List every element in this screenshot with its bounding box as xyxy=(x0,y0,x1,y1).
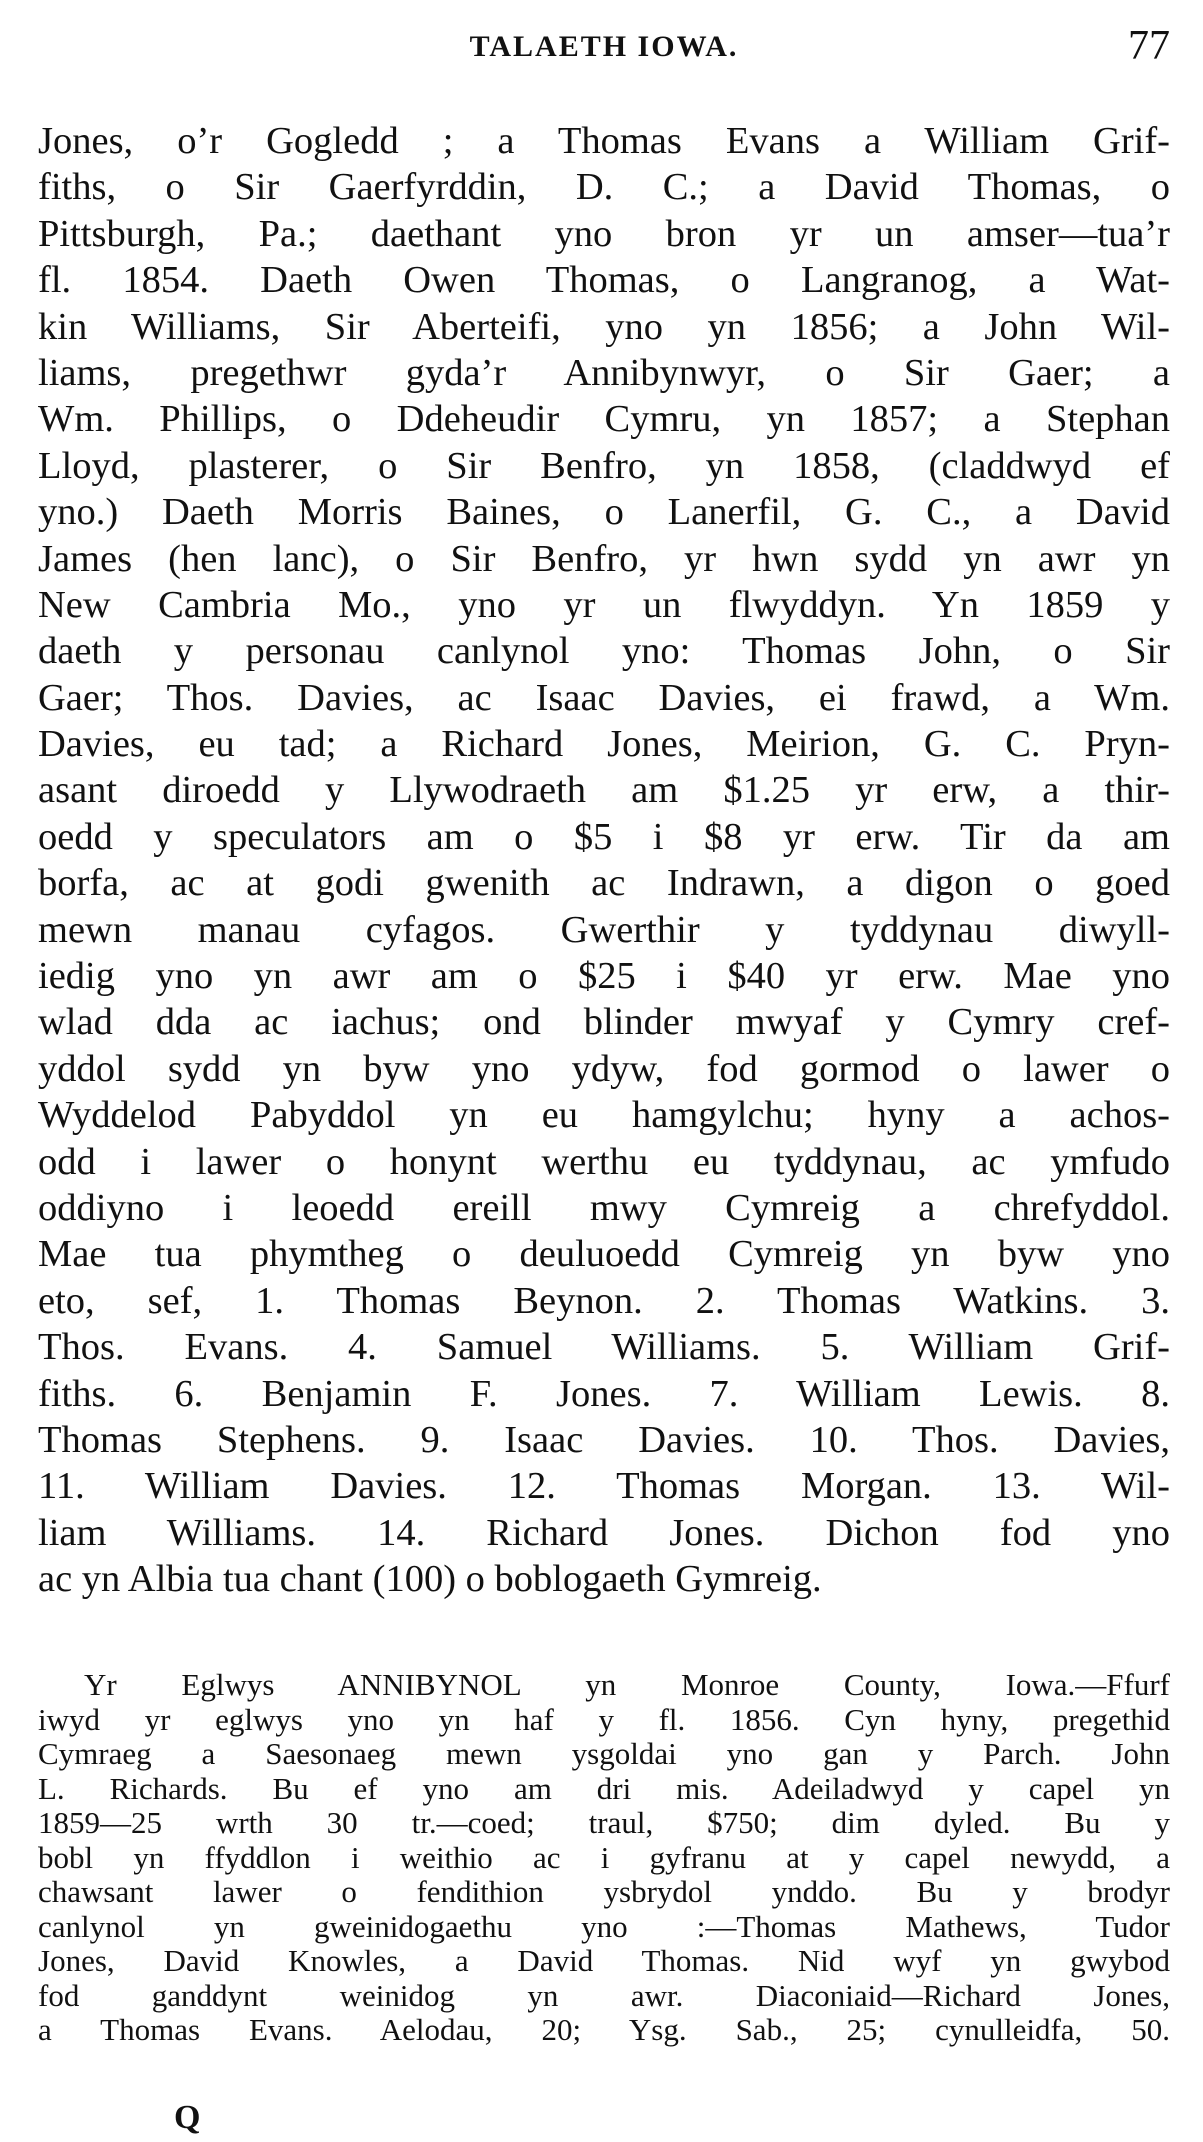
notice-line: fod ganddynt weinidog yn awr. Diaconiaid—Richard Jones, xyxy=(38,1977,1170,2013)
notice-line: a Thomas Evans. Aelodau, 20; Ysg. Sab., 25; cynulleidfa, 50. xyxy=(38,2012,1170,2047)
main-text-block xyxy=(38,118,1170,1603)
text-line: 11. William Davies. 12. Thomas Morgan. 13. Wil- xyxy=(38,1465,1170,1508)
text-line: daeth y personau canlynol yno: Thomas John, o Sir xyxy=(38,630,1170,673)
text-line: Wyddelod Pabyddol yn eu hamgylchu; hyny a achos- xyxy=(38,1094,1170,1137)
notice-line: Cymraeg a Saesonaeg mewn ysgoldai yno gan y Parch. John xyxy=(38,1736,1170,1771)
text-line: Gaer; Thos. Davies, ac Isaac Davies, ei frawd, a Wm. xyxy=(38,676,1170,719)
text-line: ac yn Albia tua chant (100) o boblogaeth Gymreig. xyxy=(38,1558,822,1601)
text-line: Lloyd, plasterer, o Sir Benfro, yn 1858, (claddwyd ef xyxy=(38,444,1170,487)
text-line: oedd y speculators am o $5 i $8 yr erw. Tir da am xyxy=(38,815,1170,858)
text-line: wlad dda ac iachus; ond blinder mwyaf y Cymry cref- xyxy=(38,1001,1170,1044)
notice-line: chawsant lawer o fendithion ysbrydol ynddo. Bu y brodyr xyxy=(38,1874,1170,1909)
text-line: Thos. Evans. 4. Samuel Williams. 5. William Grif- xyxy=(38,1326,1170,1369)
text-line: liam Williams. 14. Richard Jones. Dichon fod yno xyxy=(38,1511,1170,1554)
running-head xyxy=(38,14,1170,74)
page-number: 77 xyxy=(1128,23,1170,69)
text-line: asant diroedd y Llywodraeth am $1.25 yr erw, a thir- xyxy=(38,769,1170,812)
text-line: Thomas Stephens. 9. Isaac Davies. 10. Thos. Davies, xyxy=(38,1418,1170,1461)
text-line: fiths, o Sir Gaerfyrddin, D. C.; a David Thomas, o xyxy=(38,166,1170,209)
notice-line: Jones, David Knowles, a David Thomas. Nid wyf yn gwybod xyxy=(38,1943,1170,1978)
signature-mark: Q xyxy=(174,2099,201,2136)
text-line: iedig yno yn awr am o $25 i $40 yr erw. Mae yno xyxy=(38,955,1170,998)
text-line: eto, sef, 1. Thomas Beynon. 2. Thomas Watkins. 3. xyxy=(38,1279,1170,1322)
notice-line: iwyd yr eglwys yno yn haf y fl. 1856. Cyn hyny, pregethid xyxy=(38,1701,1170,1737)
notice-line: bobl yn ffyddlon i weithio ac i gyfranu at y capel newydd, a xyxy=(38,1839,1170,1875)
text-line: Jones, o’r Gogledd ; a Thomas Evans a William Grif- xyxy=(38,120,1170,162)
text-line: odd i lawer o honynt werthu eu tyddynau, ac ymfudo xyxy=(38,1140,1170,1183)
text-line: kin Williams, Sir Aberteifi, yno yn 1856; a John Wil- xyxy=(38,305,1170,348)
text-line: Wm. Phillips, o Ddeheudir Cymru, yn 1857; a Stephan xyxy=(38,398,1170,441)
text-line: liams, pregethwr gyda’r Annibynwyr, o Sir Gaer; a xyxy=(38,351,1170,394)
notice-line: canlynol yn gweinidogaethu yno :—Thomas Mathews, Tudor xyxy=(38,1908,1170,1944)
text-line: Pittsburgh, Pa.; daethant yno bron yr un amser—tua’r xyxy=(38,212,1170,255)
running-title: TALAETH IOWA. xyxy=(469,30,739,63)
text-line: borfa, ac at godi gwenith ac Indrawn, a digon o goed xyxy=(38,862,1170,905)
church-notice xyxy=(38,1668,1170,2048)
text-line: oddiyno i leoedd ereill mwy Cymreig a chrefyddol. xyxy=(38,1186,1170,1229)
text-line: James (hen lanc), o Sir Benfro, yr hwn sydd yn awr yn xyxy=(38,537,1170,580)
text-line: yno.) Daeth Morris Baines, o Lanerfil, G. C., a David xyxy=(38,491,1170,534)
text-line: fiths. 6. Benjamin F. Jones. 7. William Lewis. 8. xyxy=(38,1372,1170,1415)
notice-line: L. Richards. Bu ef yno am dri mis. Adeiladwyd y capel yn xyxy=(38,1770,1170,1806)
notice-line: Yr Eglwys ANNIBYNOL yn Monroe County, Iowa.—Ffurf xyxy=(84,1667,1170,1702)
text-line: Mae tua phymtheg o deuluoedd Cymreig yn byw yno xyxy=(38,1233,1170,1276)
text-line: mewn manau cyfagos. Gwerthir y tyddynau diwyll- xyxy=(38,908,1170,951)
text-line: fl. 1854. Daeth Owen Thomas, o Langranog, a Wat- xyxy=(38,259,1170,302)
text-line: yddol sydd yn byw yno ydyw, fod gormod o lawer o xyxy=(38,1047,1170,1090)
text-line: New Cambria Mo., yno yr un flwyddyn. Yn 1859 y xyxy=(38,583,1170,626)
text-line: Davies, eu tad; a Richard Jones, Meirion, G. C. Pryn- xyxy=(38,723,1170,766)
notice-line: 1859—25 wrth 30 tr.—coed; traul, $750; dim dyled. Bu y xyxy=(38,1805,1170,1840)
